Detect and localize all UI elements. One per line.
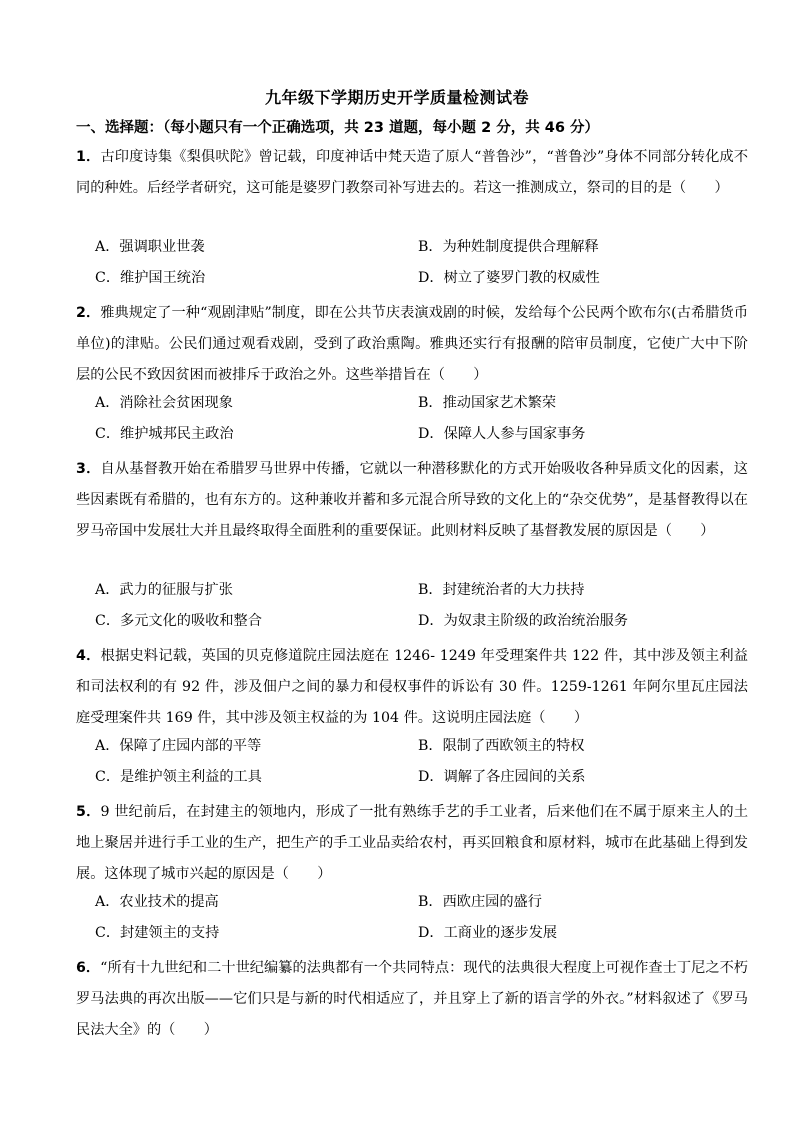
question-text: 雅典规定了一种“观剧津贴”制度，即在公共节庆表演戏剧的时候，发给每个公民两个欧布尔(古希腊货币单位)的津贴。公民们通过观看戏剧，受到了政治熏陶。雅典还实行有报酬的陪审员制度，它使广大中下阶层的公民不致因贫困而被排斥于政治之外。这些举措旨在（ ） [76, 305, 749, 383]
question-number: 1． [76, 149, 101, 165]
question-text: “所有十九世纪和二十世纪编纂的法典都有一个共同特点：现代的法典很大程度上可视作查士丁尼之不朽罗马法典的再次出版——它们只是与新的时代相适应了，并且穿上了新的语言学的外衣。”材料叙述了《罗马民法大全》的（ ） [76, 960, 748, 1038]
option-b: B．为种姓制度提供合理解释 [418, 239, 599, 255]
option-d: D．保障人人参与国家事务 [418, 426, 586, 442]
question-number: 5． [76, 804, 101, 820]
option-a: A．消除社会贫困现象 [95, 395, 233, 411]
option-d: D．工商业的逐步发展 [418, 925, 558, 941]
option-a: A．强调职业世袭 [95, 239, 205, 255]
option-d: D．调解了各庄园间的关系 [418, 769, 586, 785]
option-c: C．维护城邦民主政治 [95, 426, 234, 442]
section-heading: 一、选择题：（每小题只有一个正确选项，共 23 道题，每小题 2 分，共 46 分） [76, 120, 599, 136]
option-b: B．封建统治者的大力扶持 [418, 582, 585, 598]
option-a: A．保障了庄园内部的平等 [95, 738, 262, 754]
question-6 [76, 953, 748, 1046]
option-c: C．多元文化的吸收和整合 [95, 613, 262, 629]
question-text: 根据史料记载，英国的贝克修道院庄园法庭在 1246- 1249 年受理案件共 122 件，其中涉及领主利益和司法权利的有 92 件，涉及佃户之间的暴力和侵权事件的诉讼有 30 件。1259-1261 年阿尔里瓦庄园法庭受理案件共 169 件，其中涉及领主权益的为 104 件。这说明庄园法庭（ ） [76, 648, 748, 726]
option-c: C．是维护领主利益的工具 [95, 769, 262, 785]
option-d: D．为奴隶主阶级的政治统治服务 [418, 613, 629, 629]
option-a: A．农业技术的提高 [95, 894, 219, 910]
option-b: B．限制了西欧领主的特权 [418, 738, 585, 754]
option-c: C．封建领主的支持 [95, 925, 220, 941]
question-number: 4． [76, 648, 101, 664]
exam-title: 九年级下学期历史开学质量检测试卷 [264, 88, 529, 107]
option-c: C．维护国王统治 [95, 270, 206, 286]
option-b: B．推动国家艺术繁荣 [418, 395, 557, 411]
question-5 [76, 797, 748, 890]
question-text: 古印度诗集《梨俱吠陀》曾记载，印度神话中梵天造了原人“普鲁沙”，“普鲁沙”身体不同部分转化成不同的种姓。后经学者研究，这可能是婆罗门教祭司补写进去的。若这一推测成立，祭司的目的是（ ） [76, 149, 749, 196]
question-4 [76, 641, 748, 734]
question-number: 3． [76, 461, 101, 477]
option-d: D．树立了婆罗门教的权威性 [418, 270, 600, 286]
question-text: 9 世纪前后，在封建主的领地内，形成了一批有熟练手艺的手工业者，后来他们在不属于原来主人的土地上聚居并进行手工业的生产，把生产的手工业品卖给农村，再买回粮食和原材料，城市在此基础上得到发展。这体现了城市兴起的原因是（ ） [76, 804, 749, 882]
question-text: 自从基督教开始在希腊罗马世界中传播，它就以一种潜移默化的方式开始吸收各种异质文化的因素，这些因素既有希腊的，也有东方的。这种兼收并蓄和多元混合所导致的文化上的“杂交优势”，是基督教得以在罗马帝国中发展壮大并且最终取得全面胜利的重要保证。此则材料反映了基督教发展的原因是（ ） [76, 461, 748, 539]
question-3 [76, 454, 748, 547]
question-number: 2． [76, 305, 101, 321]
question-2 [76, 298, 748, 391]
question-number: 6． [76, 960, 101, 976]
option-b: B．西欧庄园的盛行 [418, 894, 542, 910]
option-a: A．武力的征服与扩张 [95, 582, 233, 598]
question-1 [76, 142, 748, 204]
